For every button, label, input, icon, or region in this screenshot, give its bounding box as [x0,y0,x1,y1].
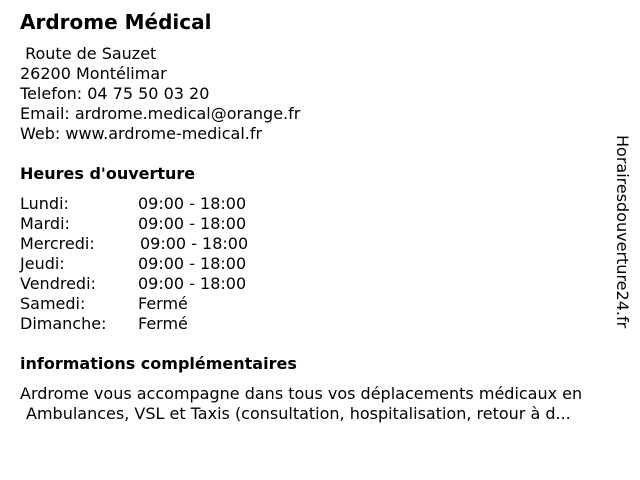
business-name: Ardrome Médical [20,10,212,34]
hours-heading: Heures d'ouverture [20,164,196,183]
time-value: 09:00 - 18:00 [140,234,249,253]
day-label: Lundi: [20,194,69,213]
hours-row-samedi [20,294,320,314]
day-label: Mercredi: [20,234,95,253]
hours-row-vendredi [20,274,320,294]
time-value: 09:00 - 18:00 [138,274,247,293]
hours-row-mardi [20,214,320,234]
time-value: 09:00 - 18:00 [138,194,247,213]
side-brand-text: Horairesdouverture24.fr [613,135,632,329]
phone-number: Telefon: 04 75 50 03 20 [20,84,210,103]
hours-row-mercredi [20,234,320,254]
time-value: Fermé [138,294,188,313]
time-value: 09:00 - 18:00 [138,214,247,233]
city-address: 26200 Montélimar [20,64,167,83]
hours-row-jeudi [20,254,320,274]
day-label: Vendredi: [20,274,96,293]
day-label: Samedi: [20,294,86,313]
hours-row-dimanche [20,314,320,334]
hours-table [20,194,320,334]
website-address: Web: www.ardrome-medical.fr [20,124,263,143]
time-value: Fermé [138,314,188,333]
day-label: Dimanche: [20,314,107,333]
description-line-1: Ardrome vous accompagne dans tous vos déplacements médicaux en [20,384,583,403]
description-line-2: Ambulances, VSL et Taxis (consultation, hospitalisation, retour à d... [26,404,571,423]
day-label: Jeudi: [20,254,65,273]
info-description [20,384,630,424]
time-value: 09:00 - 18:00 [138,254,247,273]
contact-block [20,44,300,144]
info-heading: informations complémentaires [20,354,297,373]
hours-row-lundi [20,194,320,214]
street-address: Route de Sauzet [20,44,157,63]
email-address: Email: ardrome.medical@orange.fr [20,104,301,123]
day-label: Mardi: [20,214,70,233]
